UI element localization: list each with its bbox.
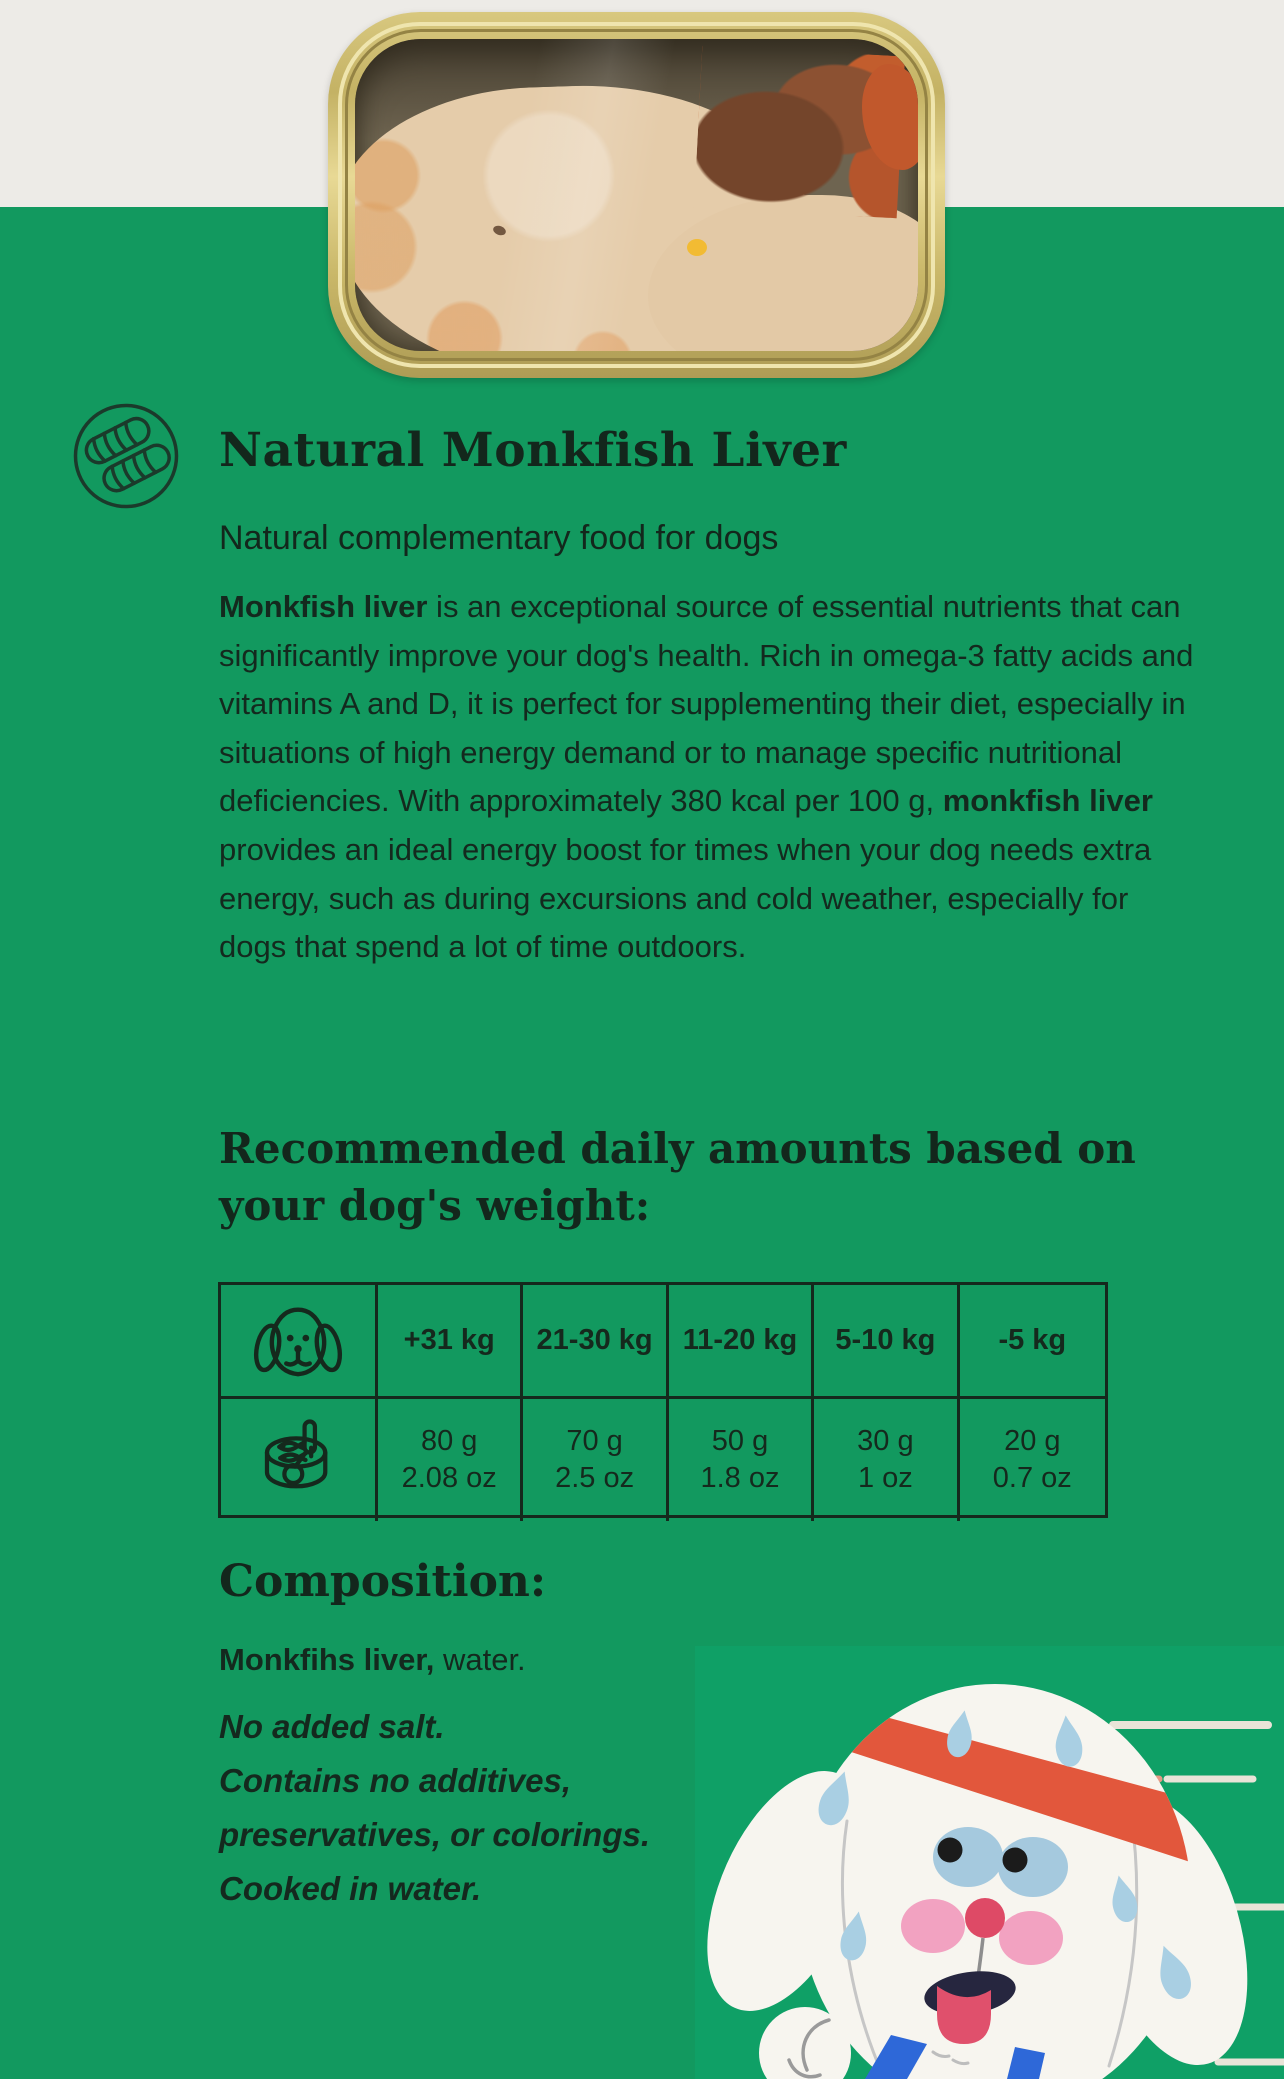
- running-dog-illustration: [695, 1646, 1284, 2079]
- fish-fillets-icon: [71, 401, 181, 511]
- dog-head-icon: [248, 1297, 348, 1385]
- tin-can-photo: [328, 12, 945, 378]
- feeding-table: [218, 1282, 1108, 1518]
- product-claims: [219, 1700, 650, 1916]
- dog-nose: [965, 1898, 1005, 1938]
- amount-cell-5-10kg: [814, 1399, 959, 1521]
- can-contents: [355, 39, 918, 351]
- claim-no-added-salt: No added salt.: [219, 1708, 445, 1745]
- amount-cell-21-30kg: [523, 1399, 668, 1521]
- left-pupil: [938, 1838, 963, 1863]
- description-body-2: provides an ideal energy boost for times when your dog needs extra energy, such as during excursions and cold weather, especially for dogs that spend a lot of time outdoors.: [219, 831, 1152, 965]
- amount-grams: 80 g: [420, 1425, 478, 1457]
- left-cheek: [901, 1899, 965, 1953]
- composition-line: [219, 1642, 526, 1678]
- amount-cell-under5kg: [960, 1399, 1105, 1521]
- amount-ounces: 2.08 oz: [401, 1462, 497, 1494]
- page-title: Natural Monkfish Liver: [219, 423, 847, 478]
- description-body-1: is an exceptional source of essential nutrients that can significantly improve your dog's health. Rich in omega-3 fatty acids and vitamins A and D, it is perfect for supplementing their diet, especially in situations of high energy demand or to manage specific nutritional deficiencies. With approximately 380 kcal per 100 g,: [219, 589, 1194, 819]
- weight-header-5-10kg: 5-10 kg: [814, 1285, 959, 1399]
- weight-header-31kg: +31 kg: [378, 1285, 523, 1399]
- right-pupil: [1003, 1848, 1028, 1873]
- amount-grams: 30 g: [857, 1425, 914, 1457]
- daily-amount-icon-cell: [221, 1399, 378, 1521]
- daily-heading-line-1: Recommended daily amounts based on: [219, 1124, 1136, 1173]
- tin-can-icon: [251, 1415, 345, 1505]
- daily-amounts-heading: [219, 1120, 1136, 1234]
- description-bold-lead: Monkfish liver: [219, 589, 428, 624]
- claim-no-preservatives: preservatives, or colorings.: [219, 1816, 651, 1853]
- amount-ounces: 1 oz: [857, 1462, 913, 1494]
- amount-grams: 50 g: [711, 1425, 769, 1457]
- description-paragraph: [219, 583, 1204, 972]
- amount-grams: 70 g: [566, 1425, 623, 1457]
- liquid-sheen: [355, 39, 918, 351]
- amount-grams: 20 g: [1004, 1425, 1061, 1457]
- amount-cell-31kg: [378, 1399, 523, 1521]
- running-dog-drawing: [695, 1646, 1284, 2079]
- weight-header-21-30kg: 21-30 kg: [523, 1285, 668, 1399]
- amount-ounces: 1.8 oz: [700, 1462, 780, 1494]
- weight-header-under5kg: -5 kg: [960, 1285, 1105, 1399]
- amount-ounces: 2.5 oz: [555, 1462, 635, 1494]
- right-cheek: [999, 1911, 1063, 1965]
- composition-ingredient-rest: water.: [434, 1642, 526, 1677]
- composition-heading: Composition:: [219, 1556, 547, 1607]
- amount-ounces: 0.7 oz: [992, 1462, 1072, 1494]
- dog-weight-icon-cell: [221, 1285, 378, 1399]
- description-bold-mid: monkfish liver: [942, 783, 1153, 819]
- page-subtitle: Natural complementary food for dogs: [219, 519, 779, 557]
- amount-cell-11-20kg: [669, 1399, 814, 1521]
- daily-heading-line-2: your dog's weight:: [219, 1181, 651, 1230]
- weight-header-11-20kg: 11-20 kg: [669, 1285, 814, 1399]
- claim-cooked-in-water: Cooked in water.: [219, 1870, 482, 1907]
- claim-no-additives: Contains no additives,: [219, 1762, 572, 1799]
- dog-head: [799, 1684, 1191, 2079]
- composition-ingredient-bold: Monkfihs liver,: [219, 1642, 435, 1677]
